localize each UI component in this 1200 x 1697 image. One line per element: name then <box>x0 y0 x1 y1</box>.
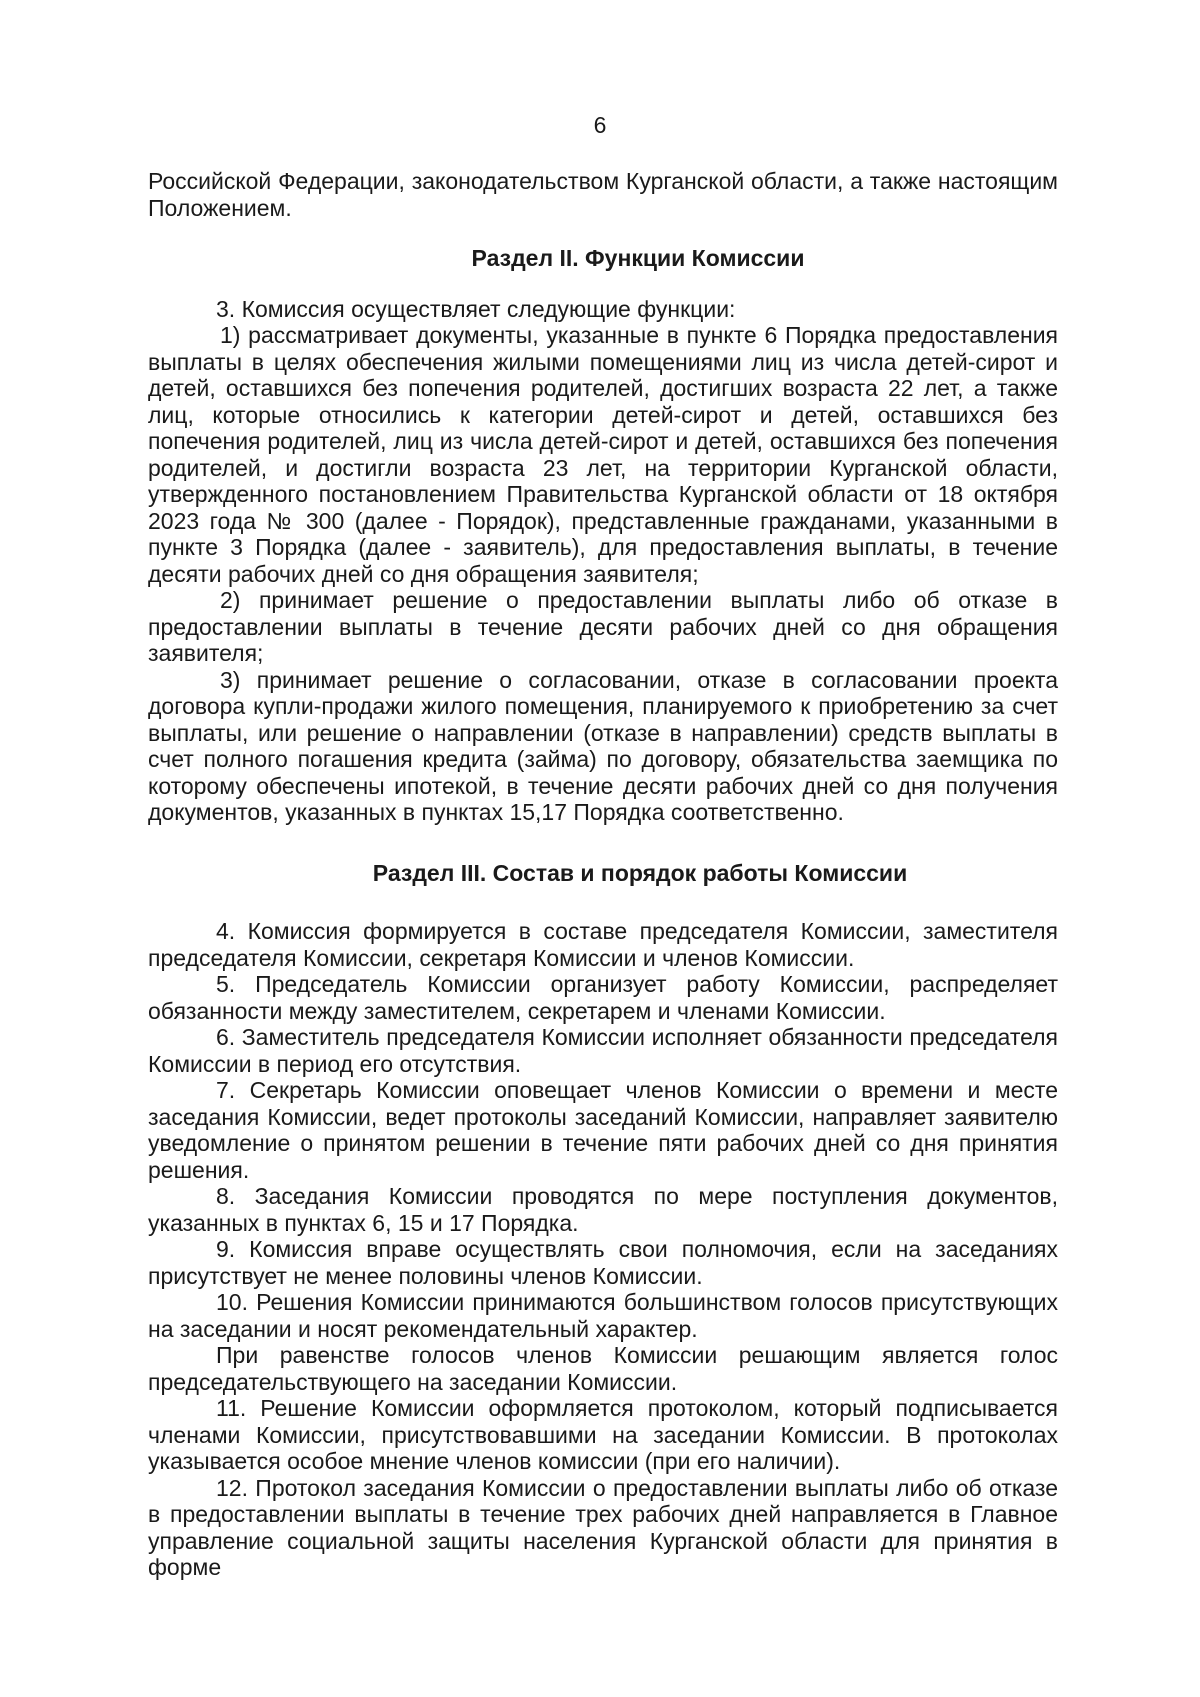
document-body <box>148 168 1058 1581</box>
paragraph-7: 7. Секретарь Комиссии оповещает членов Комиссии о времени и месте заседания Комиссии, ведет протоколы заседаний Комиссии, направляет заявителю уведомление о принятом решении в течение пяти рабочих дней со дня принятия решения. <box>148 1077 1058 1183</box>
paragraph-10: 10. Решения Комиссии принимаются большинством голосов присутствующих на заседании и носят рекомендательный характер. <box>148 1289 1058 1342</box>
section-2-heading: Раздел II. Функции Комиссии <box>471 245 805 271</box>
paragraph-9: 9. Комиссия вправе осуществлять свои полномочия, если на заседаниях присутствует не менее половины членов Комиссии. <box>148 1236 1058 1289</box>
paragraph-4: 4. Комиссия формируется в составе председателя Комиссии, заместителя председателя Комиссии, секретаря Комиссии и членов Комиссии. <box>148 918 1058 971</box>
subparagraph-3-3: 3) принимает решение о согласовании, отказе в согласовании проекта договора купли-продажи жилого помещения, планируемого к приобретению за счет выплаты, или решение о направлении (отказе в направлении) средств выплаты в счет полного погашения кредита (займа) по договору, обязательства заемщика по которому обеспечены ипотекой, в течение десяти рабочих дней со дня получения документов, указанных в пунктах 15,17 Порядка соответственно. <box>148 666 1058 825</box>
paragraph-6: 6. Заместитель председателя Комиссии исполняет обязанности председателя Комиссии в период его отсутствия. <box>148 1024 1058 1077</box>
paragraph-8: 8. Заседания Комиссии проводятся по мере поступления документов, указанных в пунктах 6, 15 и 17 Порядка. <box>148 1183 1058 1236</box>
paragraph-3: 3. Комиссия осуществляет следующие функции: <box>216 295 736 322</box>
paragraph-12: 12. Протокол заседания Комиссии о предоставлении выплаты либо об отказе в предоставлении выплаты в течение трех рабочих дней направляется в Главное управление социальной защиты населения Курганской области для принятия в форме <box>148 1474 1058 1580</box>
section-3-heading: Раздел III. Состав и порядок работы Комиссии <box>372 859 908 886</box>
paragraph-11: 11. Решение Комиссии оформляется протоколом, который подписывается членами Комиссии, присутствовавшими на заседании Комиссии. В протоколах указывается особое мнение членов комиссии (при его наличии). <box>148 1395 1058 1474</box>
page-number: 6 <box>593 112 607 138</box>
intro-paragraph: Российской Федерации, законодательством Курганской области, а также настоящим Положением. <box>148 168 1058 221</box>
paragraph-5: 5. Председатель Комиссии организует работу Комиссии, распределяет обязанности между заместителем, секретарем и членами Комиссии. <box>148 971 1058 1024</box>
paragraph-10-tie: При равенстве голосов членов Комиссии решающим является голос председательствующего на заседании Комиссии. <box>148 1342 1058 1395</box>
subparagraph-3-1: 1) рассматривает документы, указанные в пункте 6 Порядка предоставления выплаты в целях обеспечения жилыми помещениями лиц из числа детей-сирот и детей, оставшихся без попечения родителей, достигших возраста 22 лет, а также лиц, которые относились к категории детей-сирот и детей, оставшихся без попечения родителей, лиц из числа детей-сирот и детей, оставшихся без попечения родителей, и достигли возраста 23 лет, на территории Курганской области, утвержденного постановлением Правительства Курганской области от 18 октября 2023 года № 300 (далее - Порядок), представленные гражданами, указанными в пункте 3 Порядка (далее - заявитель), для предоставления выплаты, в течение десяти рабочих дней со дня обращения заявителя; <box>148 322 1058 587</box>
subparagraph-3-2: 2) принимает решение о предоставлении выплаты либо об отказе в предоставлении выплаты в течение десяти рабочих дней со дня обращения заявителя; <box>148 587 1058 666</box>
